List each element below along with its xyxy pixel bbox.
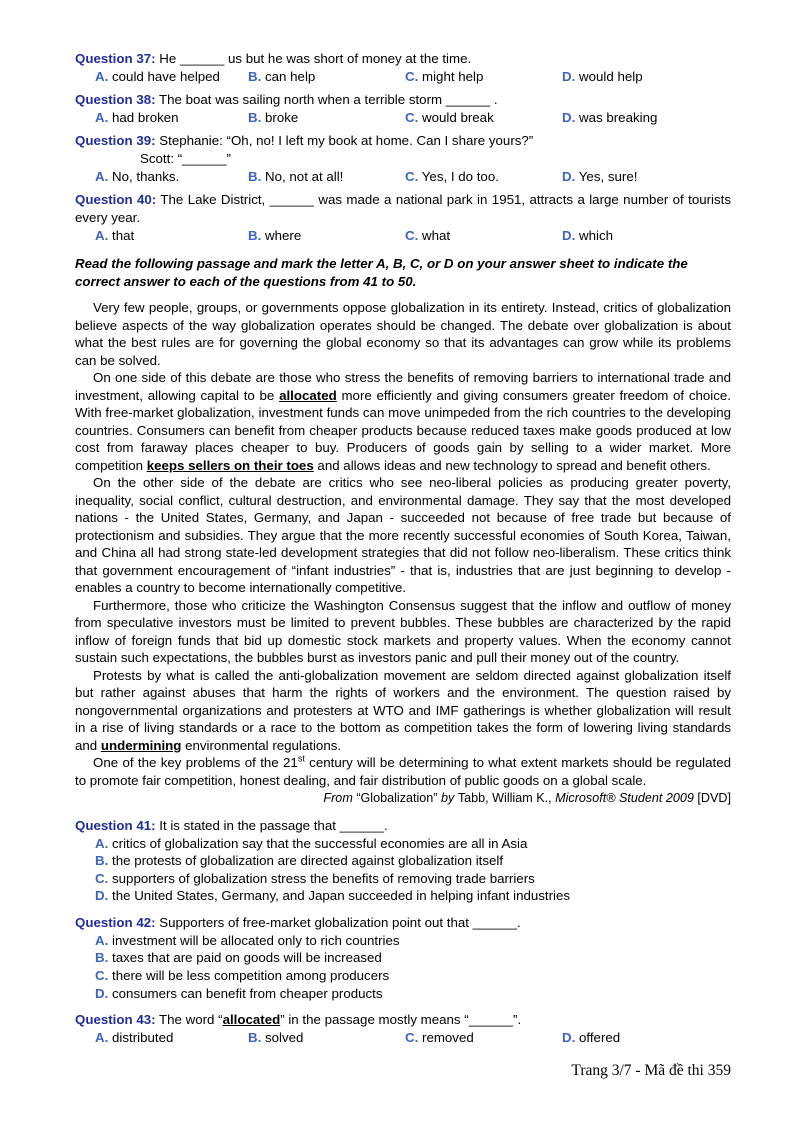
option-text: could have helped [112,69,220,84]
option-letter: C. [405,110,419,125]
source-from: From [323,791,357,805]
question-41 [75,817,731,905]
option-42-d [95,985,731,1003]
question-42-label: Question 42: [75,914,156,930]
question-40-text [75,191,731,227]
question-39-label: Question 39: [75,133,156,148]
question-43-label: Question 43: [75,1012,156,1028]
question-43-stem-part1: The word “ [159,1012,223,1028]
option-text: broke [265,110,299,125]
option-text: removed [422,1030,474,1046]
option-letter: B. [248,228,262,243]
question-42-text [75,914,731,932]
option-letter: C. [405,1030,419,1046]
option-text: solved [265,1030,304,1046]
question-41-options [75,835,731,905]
option-37-c [405,68,562,86]
option-text: which [579,228,614,243]
option-39-a [95,168,248,186]
option-letter: A. [95,110,109,125]
question-40-stem: The Lake District, ______ was made a national park in 1951, attracts a large number of tourists every year. [75,192,731,225]
option-letter: A. [95,228,109,243]
option-text: No, thanks. [112,169,180,184]
option-letter: C. [405,169,419,184]
option-42-a [95,932,731,950]
page-footer: Trang 3/7 - Mã đề thi 359 [571,1062,731,1079]
option-43-a [95,1029,248,1047]
option-text: offered [579,1030,621,1046]
passage-paragraph-6 [75,754,731,789]
option-letter: A. [95,69,109,84]
option-text: might help [422,69,484,84]
option-40-a [95,227,248,245]
option-letter: B. [95,950,109,966]
source-by: by [441,791,458,805]
option-letter: D. [562,1030,576,1046]
option-38-d [562,109,731,127]
option-text: No, not at all! [265,169,344,184]
passage-paragraph-2 [75,369,731,474]
option-43-b [248,1029,405,1047]
option-text: that [112,228,135,243]
question-39 [75,132,731,186]
passage-paragraph-4: Furthermore, those who criticize the Washington Consensus suggest that the inflow and outflow of money from speculative investors must be limited to prevent bubbles. These bubbles are characterized by the rapid inflow of foreign funds that bid up domestic stock markets and property values. When the economy cannot sustain such expectations, the bubbles burst as investors panic and pull their money out of the country. [75,597,731,665]
question-38-text [75,91,731,109]
option-42-c [95,967,731,985]
question-37-text [75,50,731,68]
question-43-stem-part2: ” in the passage mostly means “______”. [280,1012,522,1028]
passage-text: environmental regulations. [181,737,342,753]
passage-source [75,790,731,808]
question-37-label: Question 37: [75,51,156,66]
source-author: Tabb, William K., [457,791,556,805]
option-text: would break [422,110,494,125]
question-42-stem: Supporters of free-market globalization point out that ______. [159,914,521,930]
option-38-c [405,109,562,127]
keyword-undermining: undermining [100,737,182,753]
passage-paragraph-1: Very few people, groups, or governments oppose globalization in its entirety. Instead, critics of globalization believe aspects of the way globalization operates should be changed. The debate over globalization is about what the best rules are for governing the global economy so that its advantages can grow while its problems can be solved. [75,300,731,368]
option-letter: A. [95,1030,109,1046]
option-text: critics of globalization say that the successful economies are all in Asia [112,835,528,851]
passage-text: more efficiently and giving consumers greater freedom of choice. With free-market globalization, investment funds can move unimpeded from the rich countries to the developing countries. Consumers can benefit from cheaper products because reduced taxes make goods produced at low cost from faraway places cheaper to buy. Producers of goods gain by selling to a wider market. More competition [75,387,731,473]
option-text: taxes that are paid on goods will be increased [112,950,382,966]
question-37-stem: He ______ us but he was short of money at the time. [159,51,472,66]
option-letter: C. [95,870,109,886]
option-38-a [95,109,248,127]
source-publication: Microsoft® Student 2009 [555,791,698,805]
question-38-options [75,109,731,127]
question-38 [75,91,731,127]
option-43-d [562,1029,731,1047]
passage-text: One of the key problems of the 21 [93,755,298,770]
reading-passage [75,299,731,808]
question-43-options [75,1029,731,1047]
option-letter: A. [95,169,109,184]
option-37-d [562,68,731,86]
option-letter: A. [95,835,109,851]
option-letter: B. [248,169,262,184]
reading-instruction: Read the following passage and mark the letter A, B, C, or D on your answer sheet to indicate the correct answer to each of the questions from 41 to 50. [75,256,688,289]
question-42 [75,914,731,1002]
option-text: investment will be allocated only to rich countries [112,932,400,948]
option-letter: B. [248,69,262,84]
option-text: where [265,228,302,243]
option-letter: D. [562,228,576,243]
option-text: what [422,228,451,243]
option-40-d [562,227,731,245]
question-43 [75,1011,731,1047]
question-40 [75,191,731,245]
option-39-c [405,168,562,186]
option-39-d [562,168,731,186]
option-41-c [95,870,731,888]
keyword-allocated: allocated [279,387,337,403]
option-38-b [248,109,405,127]
option-text: can help [265,69,316,84]
question-38-label: Question 38: [75,92,156,107]
keyword-keeps-sellers-on-their-toes: keeps sellers on their toes [146,457,314,473]
option-letter: C. [405,228,419,243]
option-letter: B. [95,853,109,869]
option-37-b [248,68,405,86]
option-letter: C. [405,69,419,84]
passage-text: and allows ideas and new technology to spread and benefit others. [313,457,711,473]
question-41-label: Question 41: [75,817,156,833]
option-letter: D. [562,110,576,125]
source-medium: [DVD] [697,791,731,805]
passage-paragraph-5 [75,667,731,755]
option-37-a [95,68,248,86]
ordinal-superscript: st [297,753,305,764]
option-text: was breaking [579,110,658,125]
question-37 [75,50,731,86]
question-41-text [75,817,731,835]
option-letter: A. [95,932,109,948]
option-letter: D. [562,169,576,184]
option-text: supporters of globalization stress the benefits of removing trade barriers [112,870,535,886]
option-letter: D. [95,888,109,904]
option-letter: C. [95,968,109,984]
option-43-c [405,1029,562,1047]
option-39-b [248,168,405,186]
question-41-stem: It is stated in the passage that ______. [159,817,388,833]
question-39-stem-line1: Stephanie: “Oh, no! I left my book at home. Can I share yours?” [159,133,534,148]
option-41-a [95,835,731,853]
question-42-options [75,932,731,1002]
option-letter: D. [95,985,109,1001]
option-letter: B. [248,1030,262,1046]
question-39-stem-line2: Scott: “______” [140,151,231,166]
option-letter: B. [248,110,262,125]
option-text: there will be less competition among producers [112,968,390,984]
question-40-options [75,227,731,245]
passage-paragraph-3: On the other side of the debate are critics who see neo-liberal policies as producing greater poverty, inequality, social conflict, cultural destruction, and environmental damage. They say that the most developed nations - the United States, Germany, and Japan - succeeded not because of free trade but because of protectionism and subsidies. They argue that the more recently successful economies of South Korea, Taiwan, and China all had strong state-led development strategies that did not follow neo-liberalism. These critics think that government encouragement of “infant industries” - that is, industries that are just beginning to develop - enables a country to become internationally competitive. [75,475,731,595]
question-39-text [75,132,731,150]
option-text: distributed [112,1030,174,1046]
option-42-b [95,949,731,967]
passage-text: On one side of this debate are those who stress the benefits of removing barriers to international trade and investment, allowing capital to be [75,370,731,403]
option-40-b [248,227,405,245]
question-40-label: Question 40: [75,192,157,207]
question-39-options [75,168,731,186]
option-41-d [95,887,731,905]
option-text: had broken [112,110,179,125]
option-text: the United States, Germany, and Japan succeeded in helping infant industries [112,888,571,904]
question-43-text [75,1011,731,1029]
option-text: Yes, sure! [578,169,638,184]
passage-text: Protests by what is called the anti-globalization movement are seldom directed against globalization itself but rather against abuses that harm the rights of workers and the environment. The question raised by nongovernmental organizations and protesters at WTO and IMF gatherings is whether globalization will result in a rise of living standards or a race to the bottom as competition takes the form of lowering living standards and [75,667,731,753]
option-text: consumers can benefit from cheaper products [112,985,383,1001]
question-38-stem: The boat was sailing north when a terrible storm ______ . [159,92,498,107]
option-41-b [95,852,731,870]
question-37-options [75,68,731,86]
option-letter: D. [562,69,576,84]
option-40-c [405,227,562,245]
source-title: “Globalization” [356,791,442,805]
option-text: the protests of globalization are directed against globalization itself [112,853,504,869]
passage-text: century will be determining to what extent markets should be regulated to promote fair competition, honest dealing, and fair distribution of public goods on a global scale. [75,755,731,788]
option-text: would help [579,69,643,84]
option-text: Yes, I do too. [421,169,499,184]
keyword-allocated-reference: allocated [222,1012,281,1028]
